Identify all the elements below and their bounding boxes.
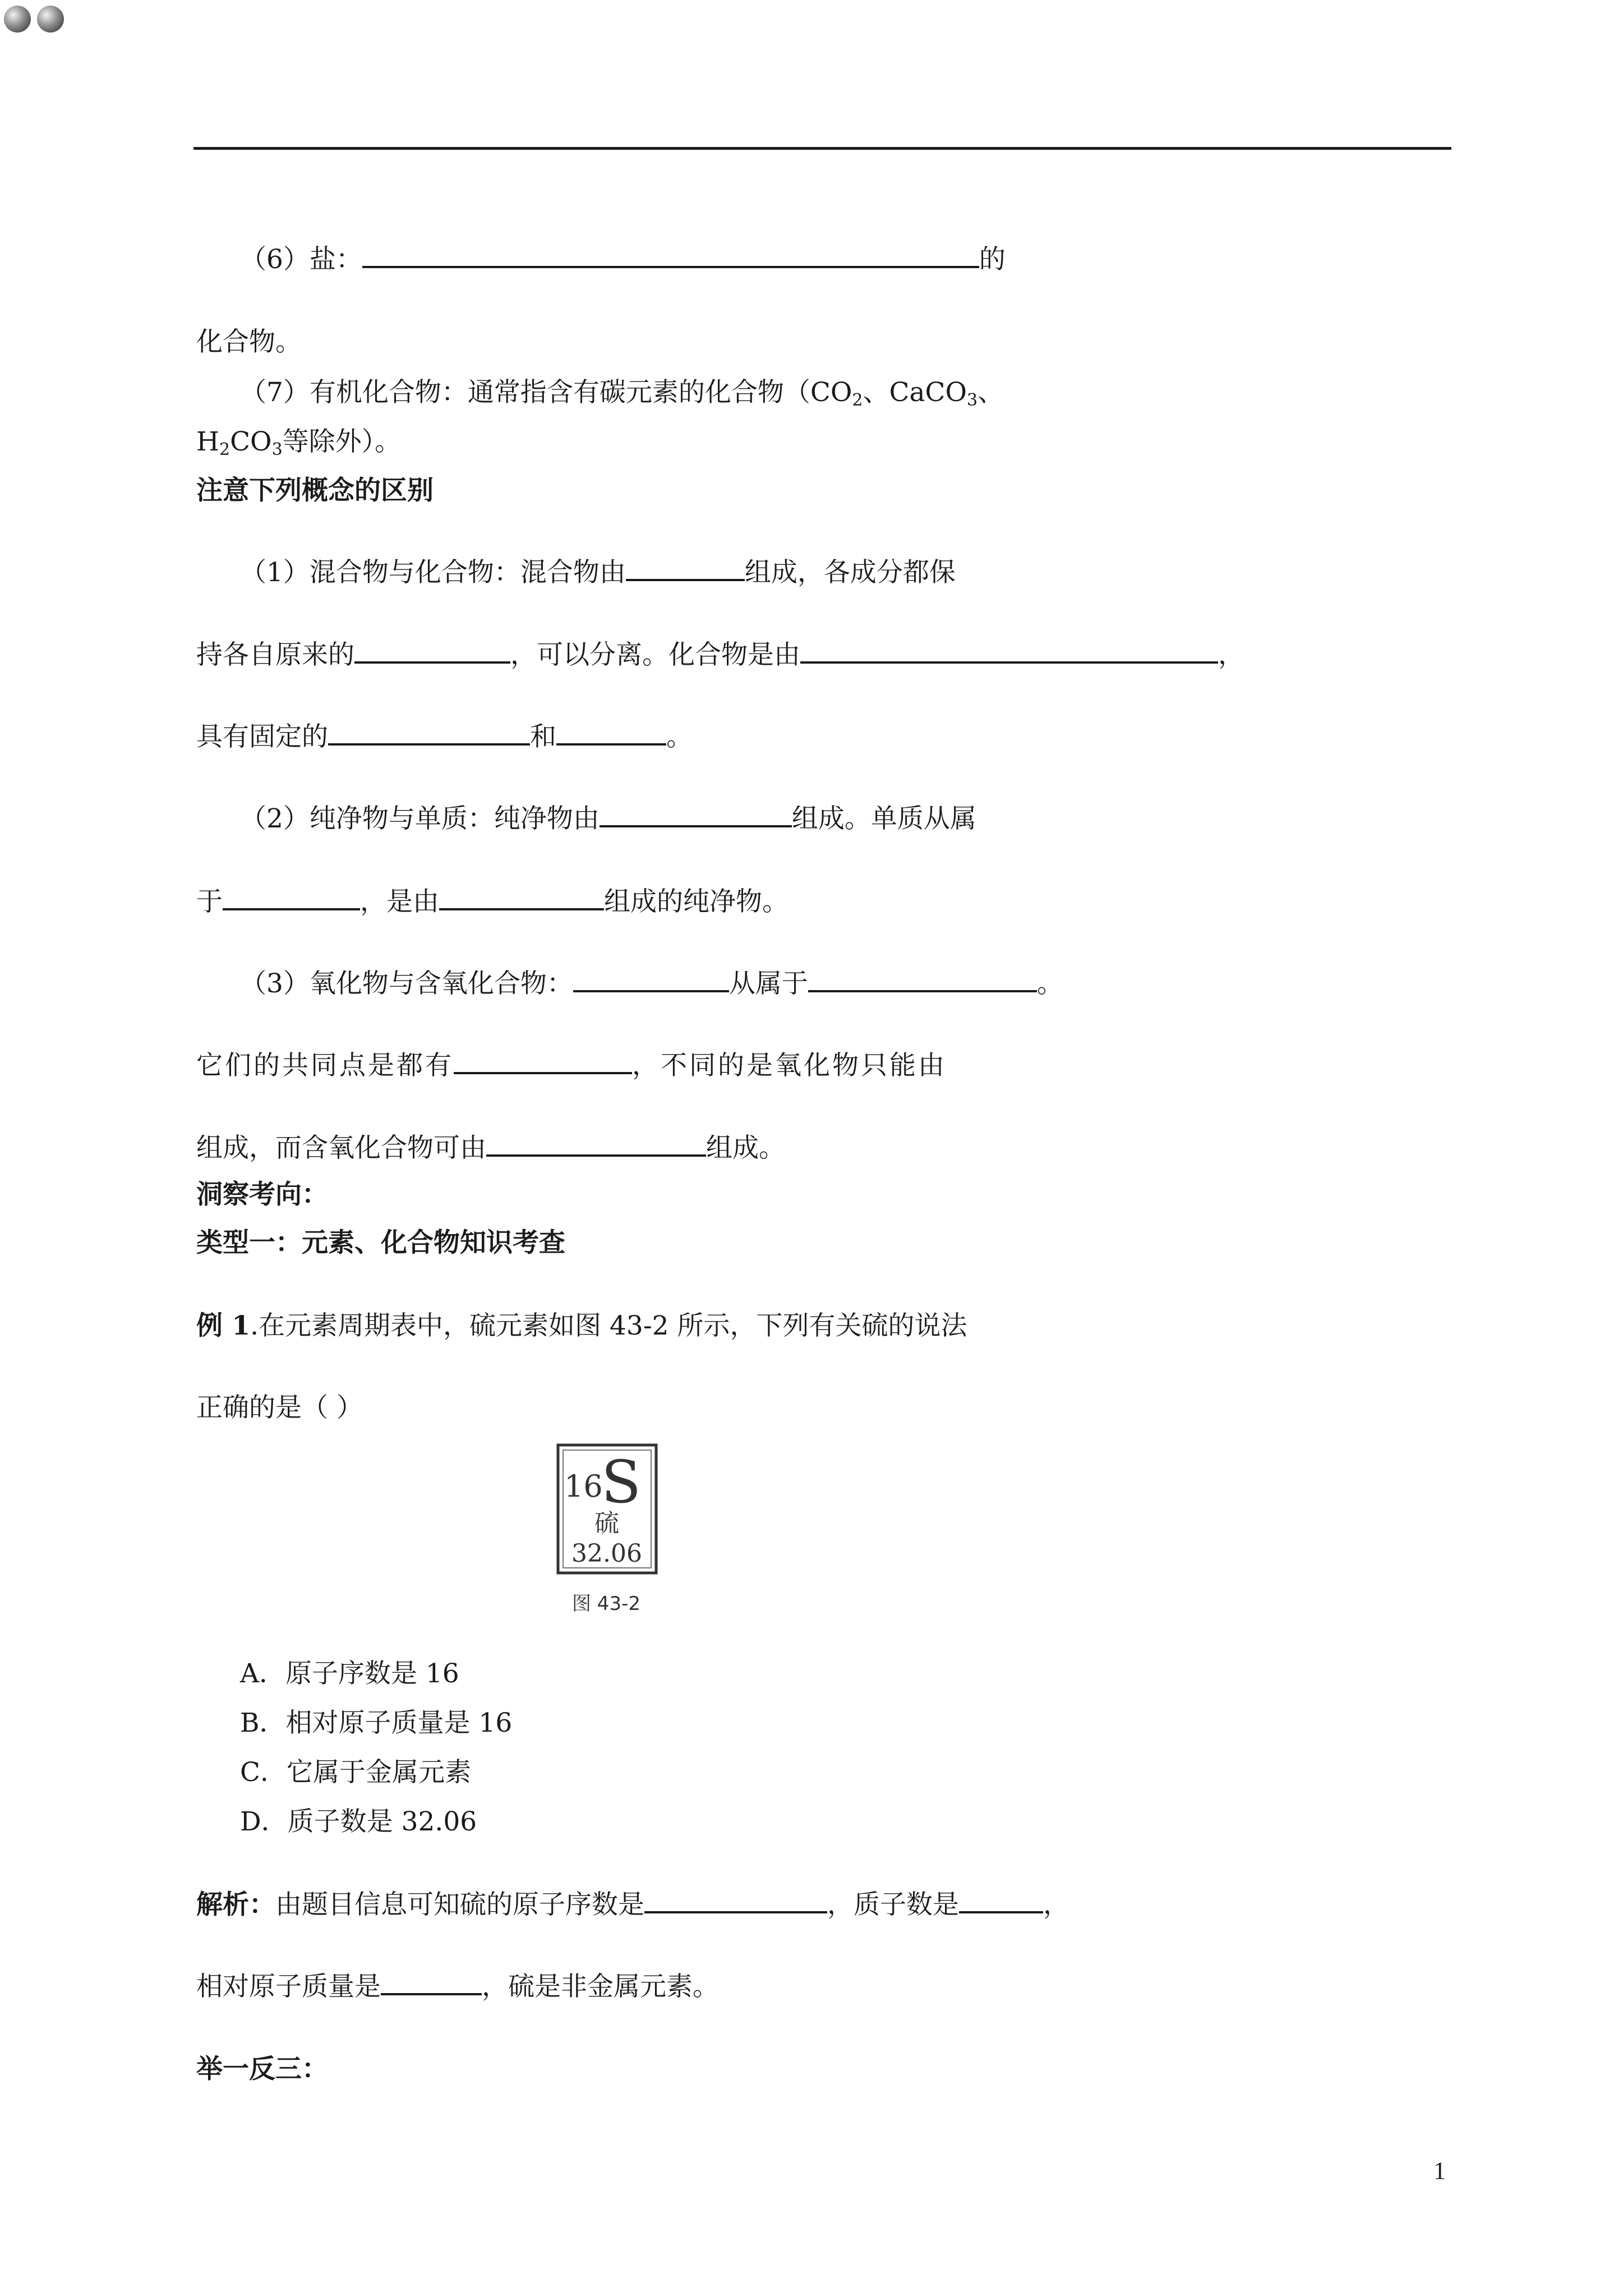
concept-text: ，可以分离。化合物是由 — [510, 639, 800, 670]
option-a: A．原子序数是 16 — [240, 1658, 459, 1689]
analysis-text: ， — [1043, 1889, 1069, 1920]
concept-text: ，是由 — [360, 886, 439, 917]
blank — [800, 639, 1218, 664]
analysis-line — [196, 1888, 1069, 1922]
item-7-text-end: 、 — [978, 377, 1004, 408]
section-heading-practice: 举一反三： — [196, 2054, 328, 2085]
concept-text: 具有固定的 — [196, 721, 328, 752]
example-1-question — [196, 1309, 967, 1343]
blank — [454, 1050, 632, 1074]
atomic-mass: 32.06 — [571, 1539, 642, 1568]
page-number: 1 — [1433, 2157, 1446, 2184]
subscript: 3 — [271, 440, 283, 459]
analysis-text: ，硫是非金属元素。 — [482, 1971, 719, 2002]
blank — [486, 1132, 706, 1157]
item-7-line — [240, 376, 1004, 409]
concept-text: 和 — [530, 721, 556, 752]
concept-3-line-3 — [196, 1131, 785, 1165]
blank — [328, 721, 530, 746]
section-heading-notice: 注意下列概念的区别 — [196, 475, 434, 506]
item-7-text: （7）有机化合物：通常指含有碳元素的化合物（CO — [240, 377, 852, 408]
option-d: D．质子数是 32.06 — [240, 1806, 477, 1837]
concept-text: 组成，而含氧化合物可由 — [196, 1133, 486, 1163]
analysis-label: 解析： — [196, 1889, 275, 1920]
concept-3-line-2 — [196, 1049, 947, 1083]
concept-text: 于 — [196, 886, 223, 917]
concept-3-line — [240, 967, 1063, 1001]
formula-part: CO — [230, 426, 272, 457]
blank — [439, 886, 604, 910]
item-6-label: （6）盐： — [240, 244, 362, 275]
concept-text: 组成。 — [706, 1133, 785, 1163]
concept-text: （1）混合物与化合物：混合物由 — [240, 557, 626, 588]
sulfur-element-figure — [555, 1442, 662, 1621]
example-text: .在元素周期表中，硫元素如图 43-2 所示，下列有关硫的说法 — [250, 1310, 967, 1341]
item-7-text-mid: 、CaCO — [863, 377, 967, 408]
element-name: 硫 — [594, 1509, 619, 1538]
subscript: 2 — [852, 390, 863, 410]
option-c: C．它属于金属元素 — [240, 1757, 471, 1788]
blank — [362, 243, 979, 268]
figure-caption: 图 43-2 — [572, 1593, 640, 1615]
analysis-text: ，质子数是 — [827, 1889, 959, 1920]
element-symbol: S — [601, 1448, 642, 1516]
blank — [354, 639, 510, 664]
blank — [626, 556, 745, 581]
header-rule — [193, 147, 1451, 150]
item-6-line — [240, 243, 1006, 277]
concept-1-line-3 — [196, 720, 693, 754]
blank — [808, 968, 1037, 992]
concept-text: 组成。单质从属 — [791, 803, 976, 834]
concept-2-line — [240, 802, 976, 836]
concept-text: ， — [1218, 639, 1244, 670]
concept-text: （2）纯净物与单质：纯净物由 — [240, 803, 600, 834]
concept-text: 它们的共同点是都有 — [196, 1050, 454, 1081]
concept-text: 。 — [1036, 968, 1063, 999]
analysis-line-2 — [196, 1970, 719, 2004]
option-b: B．相对原子质量是 16 — [240, 1708, 513, 1738]
concept-1-line-2 — [196, 638, 1244, 672]
concept-text: ，不同的是氧化物只能由 — [632, 1050, 947, 1081]
header-logo-icon — [2, 3, 67, 35]
section-heading-examine: 洞察考向： — [196, 1179, 328, 1210]
formula-part: H — [196, 426, 219, 457]
item-7-continuation — [196, 425, 401, 459]
analysis-text: 由题目信息可知硫的原子序数是 — [275, 1889, 644, 1920]
example-label: 例 1 — [196, 1310, 251, 1341]
concept-text: 持各自原来的 — [196, 639, 354, 670]
concept-1-line — [240, 556, 956, 590]
blank — [573, 968, 729, 992]
concept-text: 。 — [666, 721, 693, 752]
blank — [381, 1971, 482, 1995]
subscript: 2 — [219, 440, 230, 459]
item-7-text-rest: 等除外）。 — [282, 426, 402, 457]
atomic-number: 16 — [564, 1469, 603, 1504]
subscript: 3 — [966, 390, 978, 410]
blank — [223, 886, 360, 910]
concept-2-line-2 — [196, 885, 789, 919]
example-1-question-2: 正确的是（ ） — [196, 1392, 363, 1423]
blank — [600, 803, 792, 827]
concept-text: 组成的纯净物。 — [604, 886, 789, 917]
blank — [556, 721, 666, 746]
concept-text: （3）氧化物与含氧化合物： — [240, 968, 573, 999]
item-6-continuation: 化合物。 — [196, 326, 302, 357]
concept-text: 组成，各成分都保 — [744, 557, 956, 588]
item-6-suffix: 的 — [979, 244, 1006, 275]
concept-text: 从属于 — [728, 968, 808, 999]
analysis-text: 相对原子质量是 — [196, 1971, 381, 2002]
type-heading: 类型一：元素、化合物知识考查 — [196, 1227, 565, 1258]
blank — [644, 1889, 827, 1913]
blank — [959, 1889, 1043, 1913]
